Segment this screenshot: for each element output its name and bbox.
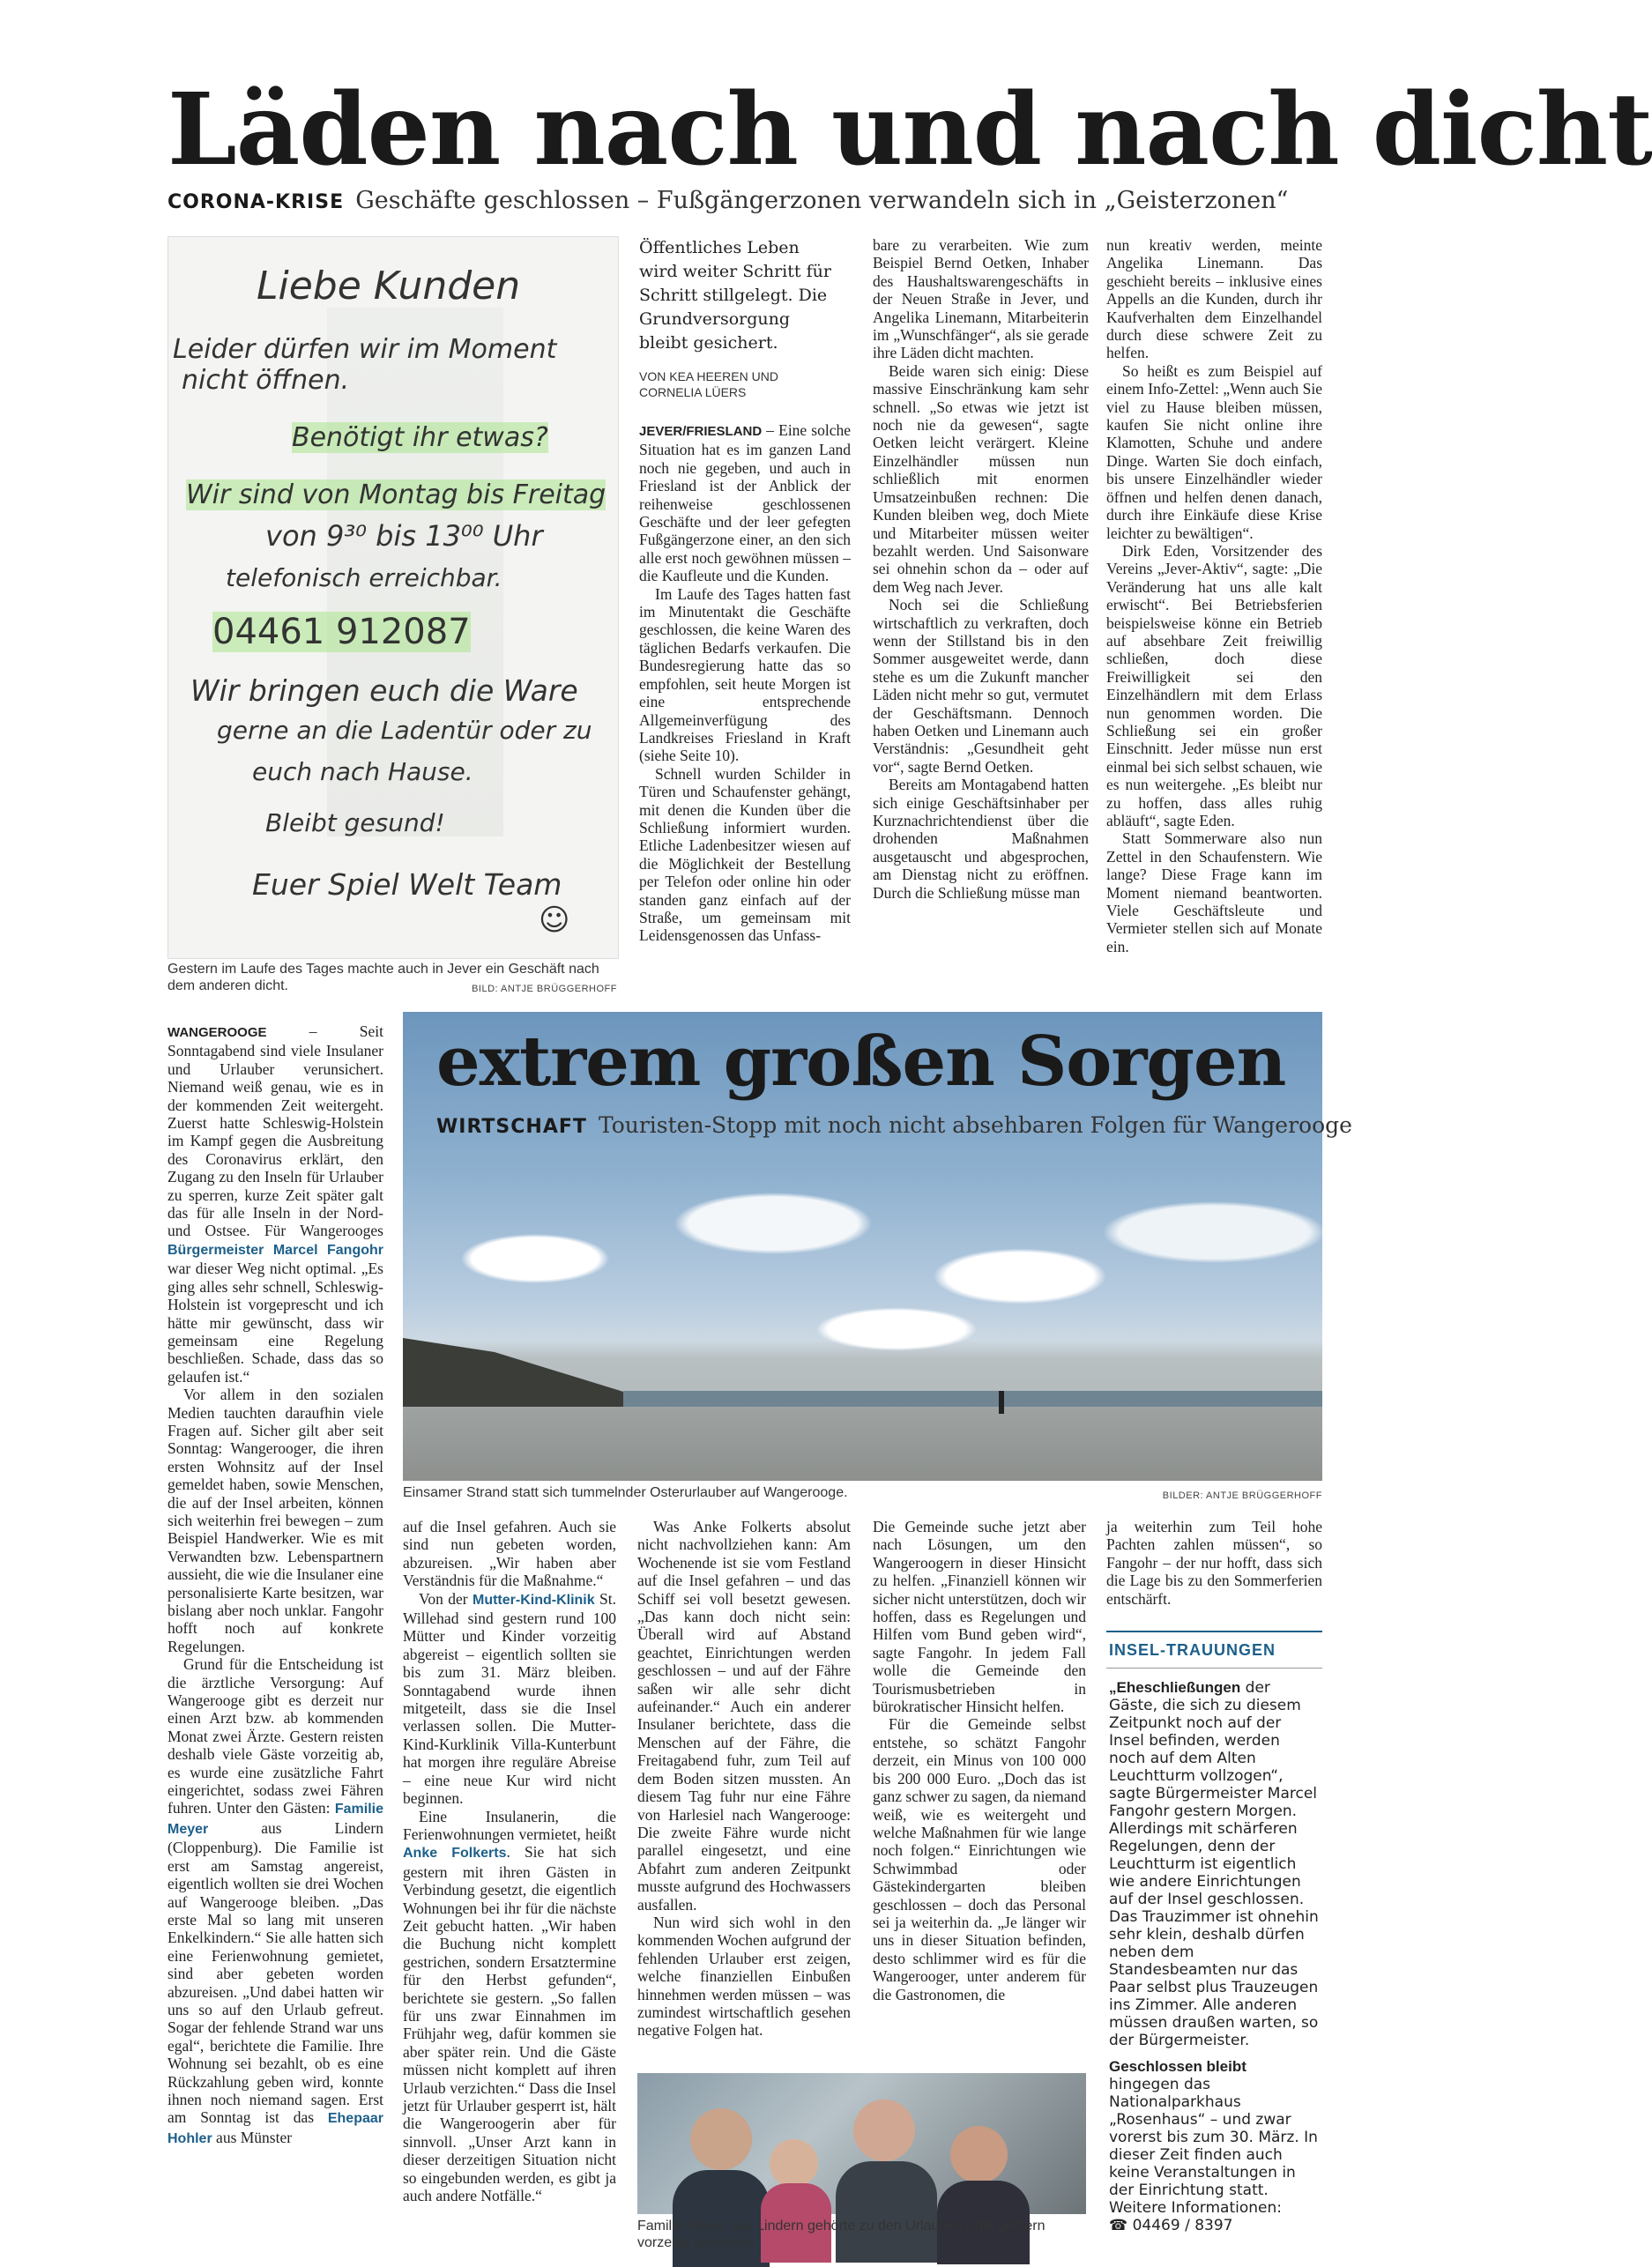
sign-photo xyxy=(167,236,619,959)
sign-line: Wir bringen euch die Ware xyxy=(190,673,578,708)
article1-column-2: bare zu verarbeiten. Wie zum Beispiel Bernd Oetken, Inhaber des Haushaltswarengeschäfts in der Neuen Straße in Jever, und Angelika Linemann, Mitarbeiterin im „Wunschfänger“, als sie gerade ihre Läden dicht machten. Beide waren sich einig: Diese massive Einschränkung kam sehr schnell. „So etwas wie jetzt ist noch nie da gewesen“, sagte Oetken leicht verärgert. Kleine Einzelhändler müssen nun schließlich mit enormen Umsatzeinbußen rechnen: Die Kunden bleiben weg, doch Miete und Mitarbeiter müssen weiter bezahlt werden. Und Saisonware sei ohnehin schon da – oder auf dem Weg nach Jever. Noch sei die Schließung wirtschaftlich zu verkraften, doch wenn der Stillstand bis in den Sommer ausgeweitet werde, dann stehe es um die Zukunft mancher Läden nicht mehr so gut, vermutet der Geschäftsmann. Dennoch haben Oetken und Linemann auch Verständnis: „Gesundheit geht vor“, sagte Bernd Oetken. Bereits am Montagabend hatten sich einige Geschäftsinhaber per Kurznachrichtendienst über die drohenden Maßnahmen ausgetauscht und abgesprochen, am Dienstag nicht zu eröffnen. Durch die Schließung müsse man xyxy=(873,236,1089,902)
sign-line: telefonisch erreichbar. xyxy=(226,563,502,592)
sidebar-top-rule xyxy=(1106,1631,1322,1632)
cloud-layer xyxy=(403,1153,1322,1364)
sidebar-text: „Eheschließungen der Gäste, die sich zu diesem Zeitpunkt noch auf der Insel befinden, werden noch auf dem Alten Leuchtturm vollzogen“, sagte Bürgermeister Marcel Fangohr gestern Morgen. Allerdings mit schärferen Regelungen, denn der Leuchtturm ist eigentlich wie andere Einrichtungen auf der Insel geschlossen. Das Trauzimmer ist ohnehin sehr klein, deshalb dürfen neben dem Standesbeamten nur das Paar selbst plus Trauzeugen ins Zimmer. Alle anderen müssen draußen warten, so der Bürgermeister. Geschlossen bleibt hingegen das Nationalparkhaus „Rosenhaus“ – und zwar vorerst bis zum 30. März. In dieser Zeit finden auch keine Veranstaltungen in der Einrichtung statt. Weitere Informationen: ☎ 04469 / 8397 xyxy=(1109,1679,1319,2234)
beach xyxy=(403,1407,1322,1481)
smiley-icon: ☺ xyxy=(539,903,570,938)
sign-line: gerne an die Ladentür oder zu xyxy=(217,716,592,745)
subtitle-2: Touristen-Stopp mit noch nicht absehbaren Folgen für Wangerooge xyxy=(598,1112,1352,1138)
photo-credit: BILDER: ANTJE BRÜGGERHOFF xyxy=(1162,1490,1322,1501)
sign-line: Liebe Kunden xyxy=(257,264,521,308)
headline-2: extrem großen Sorgen xyxy=(436,1022,1286,1102)
sidebar-keyword: Eheschließungen xyxy=(1116,1679,1241,1696)
kicker-wirtschaft: WIRTSCHAFT xyxy=(436,1116,587,1138)
byline-1: VON KEA HEEREN UND CORNELIA LÜERS xyxy=(639,369,778,399)
person-figure xyxy=(853,2100,915,2161)
article2-column-4: Die Gemeinde suche jetzt aber nach Lösungen, um den Wangeroogern in dieser Hinsicht zu helfen. „Finanziell können wir sicher nicht unterstützen, doch wir hoffen, dass es Regelungen und Hilfen vom Bund geben wird“, sagte Fangohr. In jedem Fall wolle die Gemeinde den Tourismusbetrieben in bürokratischer Hinsicht helfen. Für die Gemeinde selbst entstehe, so schätzt Fangohr derzeit, ein Minus von 100 000 bis 200 000 Euro. „Doch das ist ganz schwer zu sagen, da niemand weiß, wie es weitergeht und welche Maßnahmen für wie lange noch folgen.“ Einrichtungen wie Schwimmbad oder Gästekindergarten bleiben geschlossen – doch das Personal sei ja weiterhin da. „Je länger wir uns in dieser Situation befinden, desto schlimmer wird es für die Wangerooger, unter anderem für die Gastronomen, die xyxy=(873,1518,1086,2003)
phone-number: ☎ 04469 / 8397 xyxy=(1109,2217,1233,2234)
sign-line: Benötigt ihr etwas? xyxy=(292,422,548,453)
sign-photo-caption: Gestern im Laufe des Tages machte auch in Jever ein Geschäft nach dem anderen dicht. BILD: ANTJE BRÜGGERHOFF xyxy=(167,961,617,998)
sidebar-title: INSEL-TRAUUNGEN xyxy=(1109,1641,1276,1659)
sidebar-title-rule xyxy=(1106,1668,1322,1669)
sign-line: Euer Spiel Welt Team xyxy=(252,867,562,902)
person-figure xyxy=(950,2126,1008,2183)
dateline: WANGEROOGE xyxy=(167,1025,267,1040)
article1-column-1: JEVER/FRIESLAND – Eine solche Situation hat es im ganzen Land noch nie gegeben, und auch in Friesland ist der Anblick der reihenweise geschlossenen Geschäfte und der leer gefegten Fußgängerzone einer, an den sich alle erst noch gewöhnen müssen – die Kaufleute und die Kunden. Im Laufe des Tages hatten fast im Minutentakt die Geschäfte geschlossen, die keine Waren des täglichen Bedarfs verkaufen. Die Bundesregierung hatte das so empfohlen, seit heute Morgen ist eine entsprechende Allgemeinverfügung des Landkreises Friesland in Kraft (siehe Seite 10). Schnell wurden Schilder in Türen und Schaufenster gehängt, mit denen die Kunden über die Schließung informiert wurden. Etliche Ladenbesitzer wiesen auf die Möglichkeit der Bestellung per Telefon oder online hin oder standen ganz einfach auf der Straße, um gemeinsam mit Leidensgenossen das Unfass- xyxy=(639,421,851,945)
headline-1: Läden nach und nach dicht xyxy=(167,72,1652,188)
person-silhouette xyxy=(999,1391,1004,1414)
sign-line: euch nach Hause. xyxy=(252,757,473,786)
sidebar-keyword: Geschlossen bleibt xyxy=(1109,2058,1246,2075)
subtitle-1: Geschäfte geschlossen – Fußgängerzonen verwandeln sich in „Geisterzonen“ xyxy=(355,187,1289,214)
article2-column-1: WANGEROOGE – Seit Sonntagabend sind viele Insulaner und Urlauber verunsichert. Niemand weiß genau, wie es in der kommenden Zeit weitergeht. Zuerst hatte Schleswig-Holstein im Kampf gegen die Ausbreitung des Coronavirus erklärt, den Zugang zu den Inseln für Urlauber zu sperren, kurze Zeit später galt das für alle Inseln in der Nord- und Ostsee. Für Wangerooges Bürgermeister Marcel Fangohr war dieser Weg nicht optimal. „Es ging alles sehr schnell, Schleswig-Holstein ist vorgeprescht und ich hätte mir gewünscht, dass wir gemeinsam eine Regelung beschließen. Schade, dass das so gelaufen ist.“ Vor allem in den sozialen Medien tauchten daraufhin viele Fragen auf. Sicher gilt aber seit Sonntag: Wangerooger, die ihren ersten Wohnsitz auf der Insel gemeldet haben, sowie Menschen, die auf der Insel arbeiten, können sich weiterhin frei bewegen – zum Beispiel Handwerker. Wie es mit Verwandten bzw. Lebenspartnern aussieht, die wie die Insulaner eine personalisierte Karte besitzen, war bislang aber noch unklar. Fangohr hofft noch auf konkrete Regelungen. Grund für die Entscheidung ist die ärztliche Versorgung: Auf Wangerooge gibt es derzeit nur einen Arzt bzw. ab kommenden Monat zwei Ärzte. Gestern reisten deshalb viele Gäste vorzeitig ab, es wurde eine zusätzliche Fahrt eingerichtet, sodass zwei Fähren fuhren. Unter den Gästen: Familie Meyer aus Lindern (Cloppenburg). Die Familie ist erst am Samstag angereist, eigentlich wollten sie drei Wochen auf Wangerooge bleiben. „Das erste Mal so lang mit unseren Enkelkindern.“ Sie alle hatten sich eine Ferienwohnung gemietet, sind aber gebeten worden abzureisen. „Und dabei hatten wir uns so auf den Urlaub gefreut. Sogar der fehlende Strand war uns egal“, berichtete die Familie. Ihre Wohnung sei bezahlt, ob es eine Rückzahlung geben wird, konnte ihnen noch niemand sagen. Erst am Sonntag ist das Ehepaar Hohler aus Münster xyxy=(167,1022,383,2146)
intro-1: Öffentliches Leben wird weiter Schritt für Schritt stillgelegt. Die Grundversorgung bleibt gesichert. xyxy=(639,238,831,353)
person-figure xyxy=(770,2139,818,2188)
sign-line: von 9³⁰ bis 13⁰⁰ Uhr xyxy=(265,519,543,553)
photo-credit: BILD: ANTJE BRÜGGERHOFF xyxy=(472,984,617,994)
family-photo xyxy=(637,2073,1086,2214)
sign-line: Wir sind von Montag bis Freitag xyxy=(186,479,606,510)
subheadline-1 xyxy=(167,187,1288,214)
article1-column-3: nun kreativ werden, meinte Angelika Linemann. Das geschieht bereits – inklusive eines Appells an die Kunden, durch ihr Kaufverhalten dem Einzelhandel durch diese schwere Zeit zu helfen. So heißt es zum Beispiel auf einem Info-Zettel: „Wenn auch Sie viel zu Hause bleiben müssen, kaufen Sie nicht online ihre Klamotten, Schuhe und andere Dinge. Warten Sie doch einfach, bis unsere Einzelhändler wieder öffnen und helfen denen danach, durch ihre Einkäufe diese Krise leichter zu bewältigen“. Dirk Eden, Vorsitzender des Vereins „Jever-Aktiv“, sagte: „Die Veränderung hat uns alle kalt erwischt“. Bei Betriebsferien beispielsweise könne ein Betrieb auf absehbare Zeit freiwillig schließen, doch diese Freiwilligkeit sei den Einzelhändlern mit dem Erlass nun genommen worden. Die Schließung sei ein großer Einschnitt. Jeder müsse nun erst einmal bei sich selbst schauen, wie es nun weitergehe. „Es bleibt nur zu hoffen, dass alles ruhig abläuft“, sagte Eden. Statt Sommerware also nun Zettel in den Schaufenstern. Wie lange? Diese Frage kann im Moment niemand beantworten. Viele Geschäftsleute und Vermieter stellen sich auf Monate ein. xyxy=(1106,236,1322,955)
article2-column-2: auf die Insel gefahren. Auch sie sind nun gebeten worden, abzureisen. „Wir haben aber Verständnis für die Maßnahme.“ Von der Mutter-Kind-Klinik St. Willehad sind gestern rund 100 Mütter und Kinder vorzeitig abgereist – eigentlich sollten sie bis zum 31. März bleiben. Sonntagabend wurde ihnen mitgeteilt, dass sie die Insel verlassen sollen. Die Mutter-Kind-Kurklinik Villa-Kunterbunt hat morgen ihre reguläre Abreise – eine neue Kur wird nicht beginnen. Eine Insulanerin, die Ferienwohnungen vermietet, heißt Anke Folkerts. Sie hat sich gestern mit ihren Gästen in Verbindung gesetzt, die eigentlich Wohnungen bei ihr für die nächste Zeit gebucht hatten. „Wir haben die Buchung nicht komplett gestrichen, sondern Ersatztermine für den Herbst gefunden“, berichtete sie gestern. „So fallen für uns zwar Einnahmen im Frühjahr weg, dafür kommen sie aber später rein. Und die Gäste müssen nicht komplett auf ihren Urlaub verzichten.“ Dass die Insel jetzt für Urlauber gesperrt ist, hält die Wangeroogerin aber für sinnvoll. „Unser Arzt kann in dieser derzeitigen Situation nicht so eingebunden werden, es gibt ja auch andere Notfälle.“ xyxy=(403,1518,616,2205)
article2-column-3: Was Anke Folkerts absolut nicht nachvollziehen kann: Am Wochenende ist sie vom Festland auf die Insel gefahren – und das Schiff sei voll besetzt gewesen. „Das kann doch nicht sein: Überall wird auf Abstand geachtet, Einrichtungen werden geschlossen – und auf der Fähre saßen wir alle sehr dicht aufeinander.“ Auch ein anderer Insulaner berichtete, dass die Menschen auf der Fähre, die Freitagabend fuhr, zum Teil auf dem Boden sitzen mussten. An diesem Tag fuhr nur eine Fähre von Harlesiel nach Wangerooge: Die zweite Fähre wurde nicht parallel eingesetzt, und eine Abfahrt zum anderen Zeitpunkt musste aufgrund des Hochwassers ausfallen. Nun wird sich wohl in den kommenden Wochen aufgrund der fehlenden Urlauber erst zeigen, welche finanziellen Einbußen hinnehmen werden müssen – was zumindest wirtschaftlich gesehen negative Folgen hat. xyxy=(637,1518,851,2040)
family-photo-caption: Familie Meyer aus Lindern gehörte zu den Urlaubern, die gestern vorzeitig abreisten. xyxy=(637,2219,1046,2250)
article2-column-5: ja weiterhin zum Teil hohe Pachten zahlen müssen“, so Fangohr – der nur hofft, dass sich die Lage bis zu den Sommerferien entschärft. xyxy=(1106,1518,1322,1608)
sign-line: Leider dürfen wir im Moment xyxy=(173,334,557,365)
sea-line xyxy=(623,1391,1322,1407)
sign-phone: 04461 912087 xyxy=(212,612,471,652)
person-figure xyxy=(690,2108,752,2170)
sign-line: Bleibt gesund! xyxy=(265,808,445,837)
subheadline-2 xyxy=(436,1112,1352,1138)
beach-photo-caption: Einsamer Strand statt sich tummelnder Osterurlauber auf Wangerooge. BILDER: ANTJE BRÜGGERHOFF xyxy=(403,1484,1322,1505)
kicker-corona: CORONA-KRISE xyxy=(167,191,345,213)
dateline: JEVER/FRIESLAND xyxy=(639,424,763,439)
sign-line: nicht öffnen. xyxy=(182,365,350,396)
